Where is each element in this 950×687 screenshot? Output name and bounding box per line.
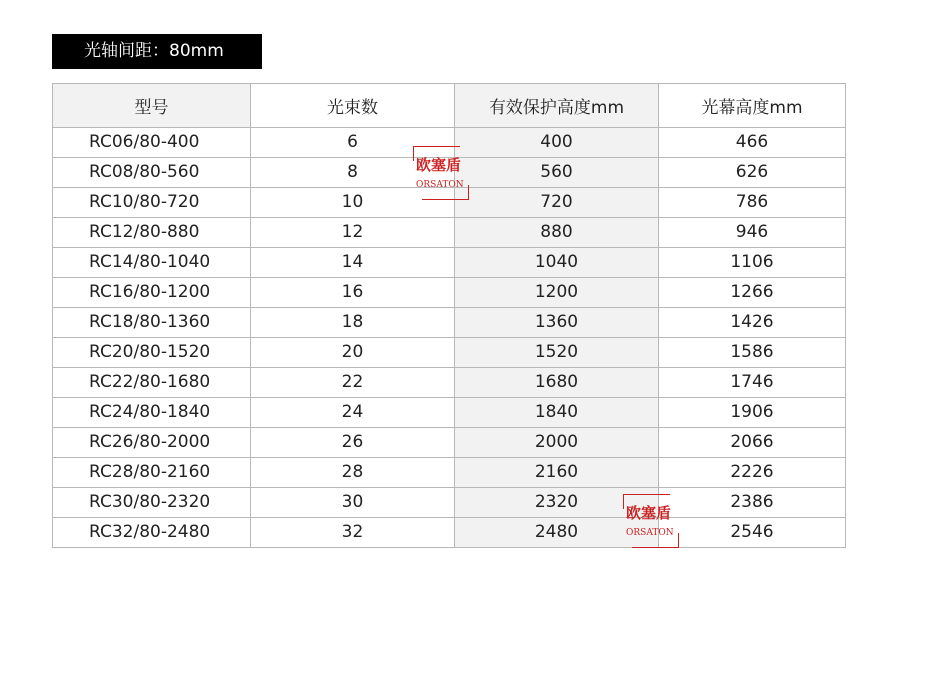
cell-model: RC28/80-2160 — [53, 458, 251, 488]
spec-table — [52, 83, 846, 548]
cell-protection-height: 1840 — [455, 398, 659, 428]
table-row — [53, 158, 846, 188]
cell-model: RC32/80-2480 — [53, 518, 251, 548]
cell-model: RC22/80-1680 — [53, 368, 251, 398]
watermark-en-text: ORSATON — [416, 180, 464, 190]
cell-beams: 24 — [251, 398, 455, 428]
cell-beams: 22 — [251, 368, 455, 398]
cell-curtain-height: 466 — [659, 128, 846, 158]
cell-protection-height: 1680 — [455, 368, 659, 398]
cell-beams: 30 — [251, 488, 455, 518]
cell-model: RC10/80-720 — [53, 188, 251, 218]
cell-protection-height: 2000 — [455, 428, 659, 458]
cell-curtain-height: 2386 — [659, 488, 846, 518]
header-curtain-height: 光幕高度mm — [659, 84, 846, 128]
cell-curtain-height: 626 — [659, 158, 846, 188]
cell-model: RC24/80-1840 — [53, 398, 251, 428]
cell-curtain-height: 2226 — [659, 458, 846, 488]
cell-protection-height: 400 — [455, 128, 659, 158]
cell-curtain-height: 1746 — [659, 368, 846, 398]
cell-curtain-height: 1266 — [659, 278, 846, 308]
table-row — [53, 428, 846, 458]
cell-model: RC14/80-1040 — [53, 248, 251, 278]
cell-beams: 32 — [251, 518, 455, 548]
cell-protection-height: 2160 — [455, 458, 659, 488]
cell-curtain-height: 2066 — [659, 428, 846, 458]
watermark-en-text: ORSATON — [626, 528, 674, 538]
watermark-cn-text: 欧塞盾 — [416, 156, 462, 174]
cell-protection-height: 1520 — [455, 338, 659, 368]
header-protection-height: 有效保护高度mm — [455, 84, 659, 128]
cell-curtain-height: 1106 — [659, 248, 846, 278]
table-row — [53, 368, 846, 398]
table-row — [53, 338, 846, 368]
table-row — [53, 488, 846, 518]
cell-protection-height: 560 — [455, 158, 659, 188]
cell-curtain-height: 786 — [659, 188, 846, 218]
cell-protection-height: 2480 — [455, 518, 659, 548]
cell-protection-height: 1360 — [455, 308, 659, 338]
table-row — [53, 278, 846, 308]
header-model: 型号 — [53, 84, 251, 128]
cell-curtain-height: 1906 — [659, 398, 846, 428]
cell-model: RC16/80-1200 — [53, 278, 251, 308]
section-title: 光轴间距：80mm — [52, 34, 262, 69]
cell-protection-height: 720 — [455, 188, 659, 218]
cell-model: RC26/80-2000 — [53, 428, 251, 458]
cell-beams: 14 — [251, 248, 455, 278]
table-header — [53, 84, 846, 128]
cell-beams: 28 — [251, 458, 455, 488]
cell-beams: 10 — [251, 188, 455, 218]
cell-curtain-height: 1586 — [659, 338, 846, 368]
cell-beams: 20 — [251, 338, 455, 368]
cell-beams: 16 — [251, 278, 455, 308]
table-row — [53, 218, 846, 248]
table-row — [53, 518, 846, 548]
cell-model: RC20/80-1520 — [53, 338, 251, 368]
watermark-cn-text: 欧塞盾 — [626, 504, 672, 522]
cell-model: RC30/80-2320 — [53, 488, 251, 518]
header-beams: 光束数 — [251, 84, 455, 128]
cell-beams: 8 — [251, 158, 455, 188]
cell-beams: 12 — [251, 218, 455, 248]
table-row — [53, 248, 846, 278]
table-row — [53, 188, 846, 218]
table-body — [53, 128, 846, 548]
cell-beams: 26 — [251, 428, 455, 458]
table-row — [53, 458, 846, 488]
cell-model: RC08/80-560 — [53, 158, 251, 188]
cell-protection-height: 2320 — [455, 488, 659, 518]
cell-protection-height: 1040 — [455, 248, 659, 278]
cell-curtain-height: 946 — [659, 218, 846, 248]
cell-protection-height: 1200 — [455, 278, 659, 308]
cell-model: RC12/80-880 — [53, 218, 251, 248]
table-row — [53, 398, 846, 428]
cell-curtain-height: 1426 — [659, 308, 846, 338]
table-row — [53, 128, 846, 158]
cell-beams: 18 — [251, 308, 455, 338]
cell-beams: 6 — [251, 128, 455, 158]
cell-model: RC18/80-1360 — [53, 308, 251, 338]
table-row — [53, 308, 846, 338]
header-row — [53, 84, 846, 128]
cell-model: RC06/80-400 — [53, 128, 251, 158]
cell-protection-height: 880 — [455, 218, 659, 248]
cell-curtain-height: 2546 — [659, 518, 846, 548]
